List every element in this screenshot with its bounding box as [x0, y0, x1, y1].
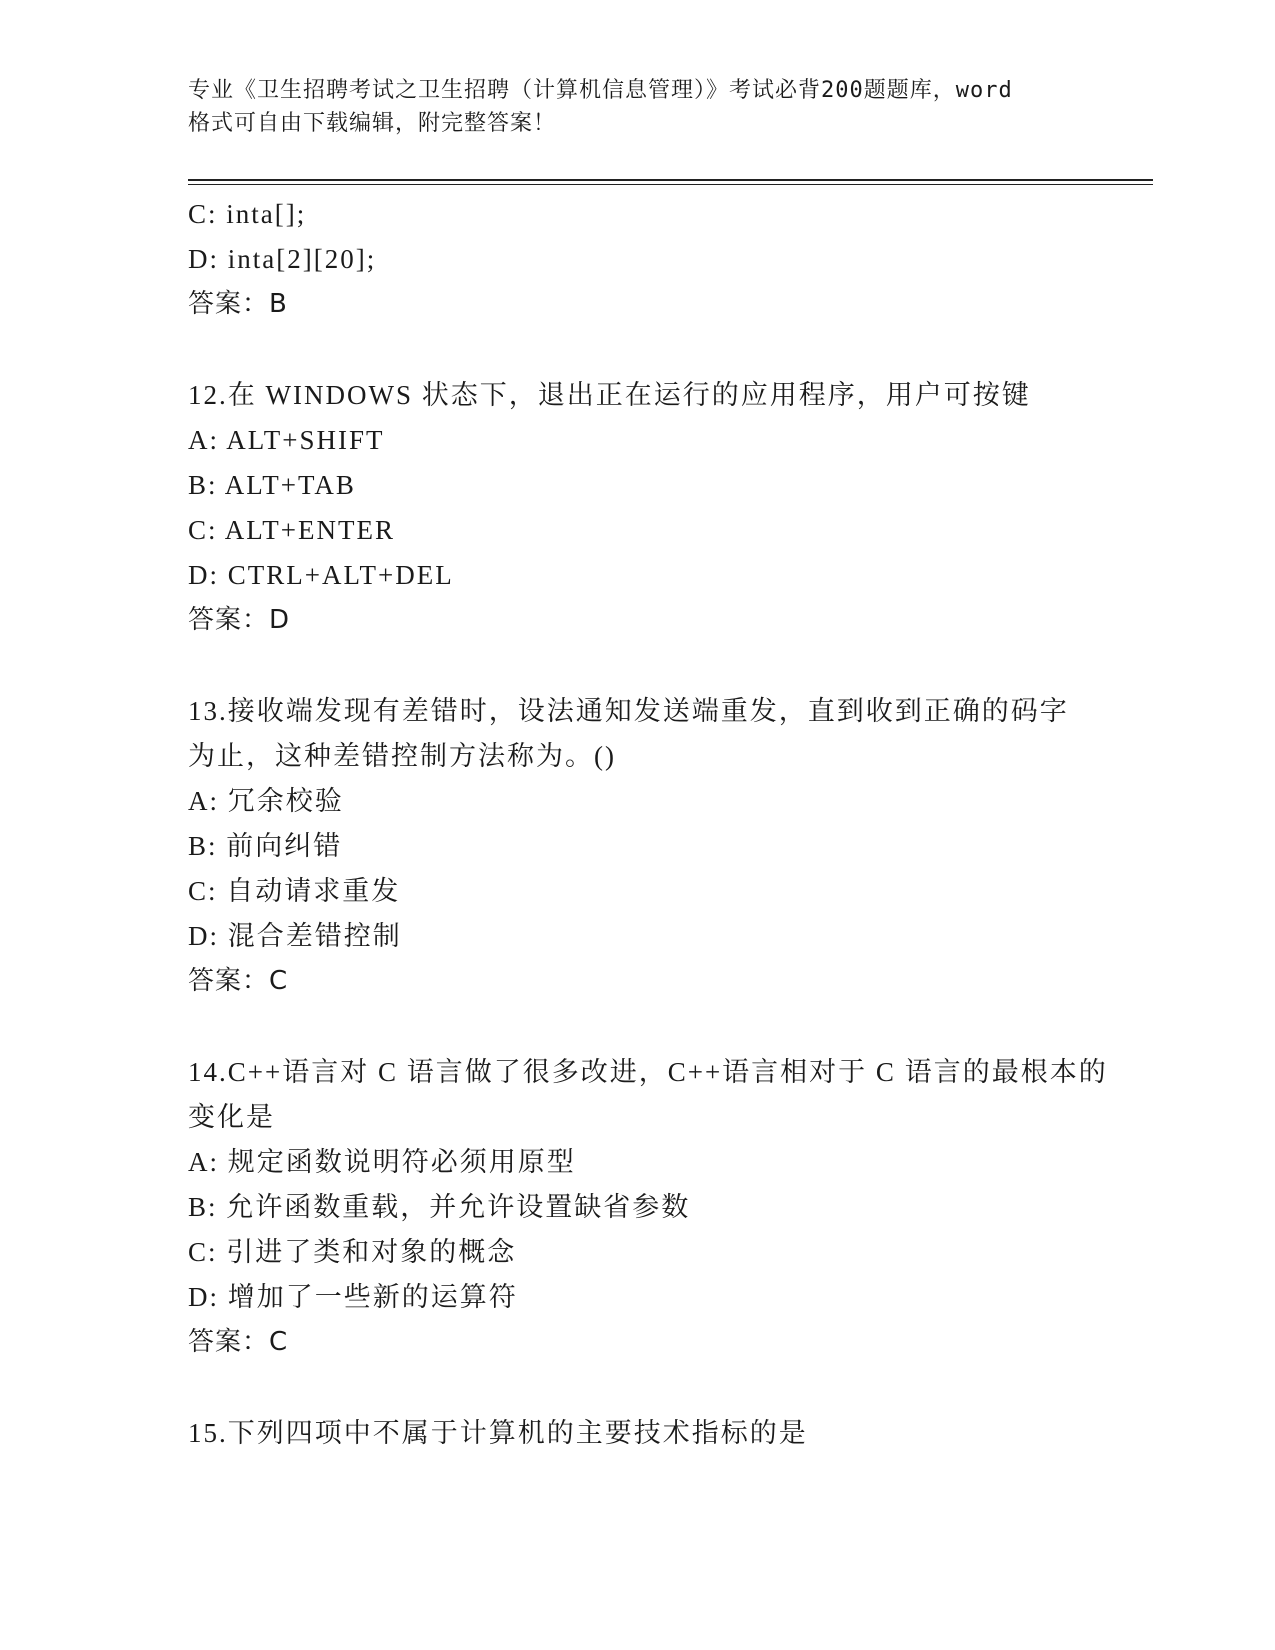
answer-line: 答案：B — [188, 289, 288, 319]
header-line-1: 专业《卫生招聘考试之卫生招聘（计算机信息管理）》考试必背200题题库，word — [188, 78, 1013, 103]
option-d: D: 混合差错控制 — [188, 921, 402, 951]
question-spacer — [188, 1365, 1088, 1411]
question-15 — [188, 1411, 1088, 1456]
question-spacer — [188, 1004, 1088, 1050]
question-14 — [188, 1050, 1108, 1365]
previous-question-tail — [188, 192, 1088, 327]
option-c: C: 自动请求重发 — [188, 876, 401, 906]
option-d: D: 增加了一些新的运算符 — [188, 1282, 518, 1312]
question-stem: 15.下列四项中不属于计算机的主要技术指标的是 — [188, 1418, 808, 1448]
question-stem-line-2: 变化是 — [188, 1102, 275, 1132]
option-a: A: ALT+SHIFT — [188, 425, 385, 455]
answer-line: 答案：C — [188, 1327, 289, 1357]
header-divider-thin — [188, 184, 1153, 185]
question-content — [188, 192, 1108, 1456]
option-a: A: 冗余校验 — [188, 786, 344, 816]
question-stem-line-1: 14.C++语言对 C 语言做了很多改进，C++语言相对于 C 语言的最根本的 — [188, 1057, 1108, 1087]
option-a: A: 规定函数说明符必须用原型 — [188, 1147, 576, 1177]
question-12 — [188, 373, 1088, 643]
option-b: B: 前向纠错 — [188, 831, 343, 861]
answer-line: 答案：D — [188, 605, 291, 635]
option-c: C: inta[]; — [188, 199, 307, 229]
option-c: C: 引进了类和对象的概念 — [188, 1237, 517, 1267]
option-d: D: inta[2][20]; — [188, 244, 377, 274]
question-stem-line-1: 13.接收端发现有差错时，设法通知发送端重发，直到收到正确的码字 — [188, 696, 1069, 726]
document-header — [188, 74, 1088, 140]
question-spacer — [188, 327, 1088, 373]
header-divider-thick — [188, 179, 1153, 181]
question-spacer — [188, 643, 1088, 689]
option-d: D: CTRL+ALT+DEL — [188, 560, 454, 590]
question-stem-line-2: 为止，这种差错控制方法称为。() — [188, 741, 616, 771]
question-stem: 12.在 WINDOWS 状态下，退出正在运行的应用程序，用户可按键 — [188, 380, 1031, 410]
answer-line: 答案：C — [188, 966, 289, 996]
header-line-2: 格式可自由下载编辑，附完整答案！ — [188, 111, 557, 136]
option-b: B: 允许函数重载，并允许设置缺省参数 — [188, 1192, 691, 1222]
option-c: C: ALT+ENTER — [188, 515, 395, 545]
option-b: B: ALT+TAB — [188, 470, 356, 500]
question-13 — [188, 689, 1088, 1004]
